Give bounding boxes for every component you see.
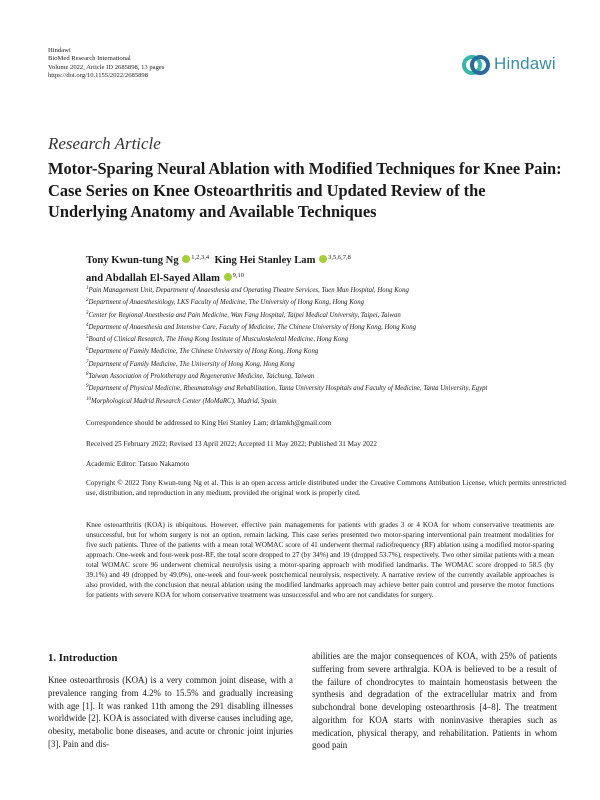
author-name: Abdallah El-Sayed Allam	[105, 273, 220, 284]
author-name: King Hei Stanley Lam	[214, 255, 316, 266]
author-affiliation-numbers: 9,10	[232, 272, 244, 279]
publisher-name: Hindawi	[48, 47, 71, 54]
affiliation-item: $^5$Board of Clinical Research, The Hong Kong Institute of Musculoskeletal Medicine, Hong Kong	[86, 335, 349, 344]
correspondence-line: Correspondence should be addressed to King Hei Stanley Lam; drlamkh@gmail.com	[86, 419, 332, 427]
author-name: Tony Kwun-tung Ng	[86, 255, 179, 266]
affiliation-item: $^9$Department of Physical Medicine, Rheumatology and Rehabilitation, Tanta University Hospitals and Faculty of Medicine, Tanta University, Egypt	[86, 384, 488, 393]
hindawi-logo-icon	[460, 49, 492, 81]
affiliation-item: $^7$Department of Family Medicine, The University of Hong Kong, Hong Kong	[86, 359, 295, 368]
author-list	[86, 250, 566, 286]
abstract: Knee osteoarthritis (KOA) is ubiquitous. However, effective pain managements for patients with grades 3 or 4 KOA for whom conservative treatments are unsuccessful, but for whom surgery is not an option, remain lacking. This case series presented two motor-sparing interventional pain treatment modalities for five such patients. Three of the patients with a mean total WOMAC score of 41 underwent thermal radiofrequency (RF) ablation using a modified motor-sparing approach. One-week and four-week post-RF, the total score dropped to 27 (by 34%) and 19 (dropped 53.7%), respectively. Two other similar patients with a mean total WOMAC score 96 underwent chemical neurolysis using a motor-sparing approach with modified landmarks. The WOMAC score dropped to 58.5 (by 39.1%) and 49 (dropped by 49.0%), one-week and four-week postchemical neurolysis, respectively. A narrative review of the currently available approaches is also provided, with the conclusion that neural ablation using the modified landmarks approach may achieve better pain control and preserve the motor functions for patients with severe KOA for whom conservative treatment was unsuccessful and who are not candidates for surgery.	[86, 521, 554, 600]
article-type: Research Article	[48, 134, 161, 153]
doi-link[interactable]: https://doi.org/10.1155/2022/2685898	[48, 72, 149, 80]
orcid-icon[interactable]	[182, 255, 190, 263]
copyright-notice: Copyright © 2022 Tony Kwun-tung Ng et al. This is an open access article distributed under the Creative Commons Attribution License, which permits unrestricted use, distribution, and reproduction in any medium, provided the original work is properly cited.	[86, 479, 566, 497]
affiliation-item: $^6$Department of Family Medicine, The Chinese University of Hong Kong, Hong Kong	[86, 347, 319, 356]
author-affiliation-numbers: 3,5,6,7,8	[328, 254, 351, 261]
affiliation-list	[86, 284, 566, 407]
orcid-icon[interactable]	[319, 255, 327, 263]
publication-dates: Received 25 February 2022; Revised 13 April 2022; Accepted 11 May 2022; Published 31 May 2022	[86, 440, 377, 448]
volume-line: Volume 2022, Article ID 2685898, 13 pages	[48, 63, 165, 71]
section-heading: 1. Introduction	[48, 652, 118, 664]
author-affiliation-numbers: 1,2,3,4	[191, 254, 210, 261]
affiliation-item: $^1$Pain Management Unit, Department of Anaesthesia and Operating Theatre Services, Tuen Mun Hospital, Hong Kong	[86, 286, 409, 294]
logo-wordmark: Hindawi	[494, 54, 556, 73]
hindawi-logo	[460, 47, 560, 83]
article-title: Motor-Sparing Neural Ablation with Modified Techniques for Knee Pain: Case Series on Knee Osteoarthritis and Updated Review of the Underlying Anatomy and Available Techniques	[48, 159, 562, 221]
author-conjunction: and	[86, 273, 104, 284]
affiliation-item: $^8$Taiwan Association of Prolotherapy and Regenerative Medicine, Taichung, Taiwan	[86, 372, 315, 381]
journal-name: BioMed Research International	[48, 55, 131, 63]
journal-metadata	[48, 47, 164, 81]
affiliation-item: $^3$Center for Regional Anesthesia and Pain Medicine, Wan Fang Hospital, Taipei Medical University, Taipei, Taiwan	[86, 310, 401, 319]
body-text-left-column: Knee osteoarthrosis (KOA) is a very common joint disease, with a prevalence ranging from 4.2% to 15.5% and gradually increasing with age [1]. It was ranked 11th among the 291 disabling illnesses worldwide [2]. KOA is associated with diverse causes including age, obesity, metabolic bone diseases, and acute or chronic joint injuries [3]. Pain and dis-	[48, 675, 293, 749]
orcid-icon[interactable]	[224, 273, 232, 281]
affiliation-item: $^{10}$Morphological Madrid Research Center (MoMaRC), Madrid, Spain	[86, 396, 277, 405]
body-text-right-column: abilities are the major consequences of KOA, with 25% of patients suffering from severe arthralgia. KOA is believed to be a result of the failure of chondrocytes to maintain homeostasis between the synthesis and degradation of the extracellular matrix and from subchondral bone developing osteoarthrosis [4–8]. The treatment algorithm for KOA starts with noninvasive therapies such as medication, physical therapy, and rehabilitation. Patients in whom good pain	[312, 651, 557, 751]
affiliation-item: $^4$Department of Anaesthesia and Intensive Care, Faculty of Medicine, The Chinese University of Hong Kong, Hong Kong	[86, 322, 417, 331]
affiliation-item: $^2$Department of Anaesthesiology, LKS Faculty of Medicine, The University of Hong Kong, Hong Kong	[86, 298, 364, 307]
academic-editor: Academic Editor: Tatsuo Nakamoto	[86, 460, 190, 468]
